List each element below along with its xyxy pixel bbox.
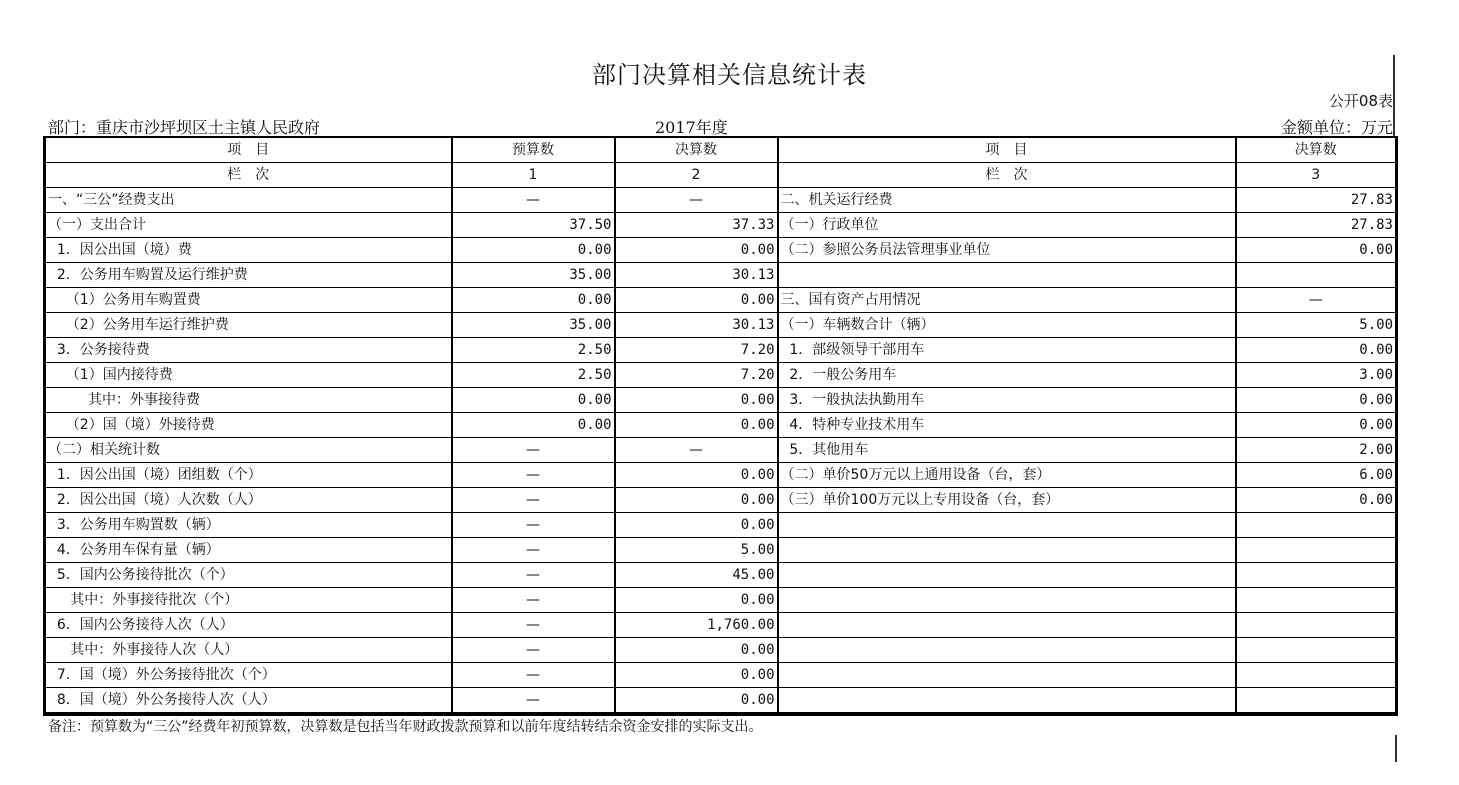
item-name: 5．国内公务接待批次（个） bbox=[45, 563, 452, 588]
item-name-right bbox=[778, 513, 1236, 538]
item-name-right: （三）单价100万元以上专用设备（台，套） bbox=[778, 488, 1236, 513]
final-value-right bbox=[1236, 263, 1397, 288]
header-item: 项 目 bbox=[45, 137, 452, 163]
table-row bbox=[45, 688, 1397, 715]
item-name-right bbox=[778, 663, 1236, 688]
table-row bbox=[45, 213, 1397, 238]
item-name-right bbox=[778, 588, 1236, 613]
table-row bbox=[45, 363, 1397, 388]
item-name-right bbox=[778, 538, 1236, 563]
final-value-right bbox=[1236, 663, 1397, 688]
table-row bbox=[45, 438, 1397, 463]
item-name-right: （一）车辆数合计（辆） bbox=[778, 313, 1236, 338]
table-row bbox=[45, 513, 1397, 538]
final-value-right bbox=[1236, 613, 1397, 638]
final-value: 0.00 bbox=[615, 388, 778, 413]
final-value-right: 0.00 bbox=[1236, 388, 1397, 413]
margin-line bbox=[1393, 55, 1395, 137]
final-value: 37.33 bbox=[615, 213, 778, 238]
item-name: 其中：外事接待费 bbox=[45, 388, 452, 413]
budget-value: 0.00 bbox=[452, 238, 615, 263]
table-row bbox=[45, 338, 1397, 363]
item-name-right bbox=[778, 563, 1236, 588]
item-name-right: 1．部级领导干部用车 bbox=[778, 338, 1236, 363]
item-name-right bbox=[778, 688, 1236, 715]
final-value-right: 27.83 bbox=[1236, 213, 1397, 238]
final-value-right: 6.00 bbox=[1236, 463, 1397, 488]
item-name: 一、“三公”经费支出 bbox=[45, 188, 452, 213]
budget-value: 0.00 bbox=[452, 413, 615, 438]
final-value: 7.20 bbox=[615, 363, 778, 388]
budget-value: — bbox=[452, 663, 615, 688]
item-name: 3．公务用车购置数（辆） bbox=[45, 513, 452, 538]
item-name-right: 2．一般公务用车 bbox=[778, 363, 1236, 388]
final-value: — bbox=[615, 438, 778, 463]
final-value: 1,760.00 bbox=[615, 613, 778, 638]
column-index-3: 3 bbox=[1236, 163, 1397, 188]
item-name: 2．公务用车购置及运行维护费 bbox=[45, 263, 452, 288]
item-name: 6．国内公务接待人次（人） bbox=[45, 613, 452, 638]
column-index-1: 1 bbox=[452, 163, 615, 188]
final-value-right: 0.00 bbox=[1236, 238, 1397, 263]
final-value-right: 2.00 bbox=[1236, 438, 1397, 463]
budget-value: 35.00 bbox=[452, 313, 615, 338]
item-name-right bbox=[778, 263, 1236, 288]
department-label: 部门：重庆市沙坪坝区土主镇人民政府 bbox=[48, 118, 321, 137]
final-value-right: 0.00 bbox=[1236, 338, 1397, 363]
item-name-right bbox=[778, 638, 1236, 663]
item-name-right: （二）参照公务员法管理事业单位 bbox=[778, 238, 1236, 263]
table-row bbox=[45, 263, 1397, 288]
budget-value: 0.00 bbox=[452, 288, 615, 313]
budget-value: 2.50 bbox=[452, 338, 615, 363]
budget-value: — bbox=[452, 688, 615, 715]
amount-unit: 金额单位：万元 bbox=[1280, 118, 1393, 137]
final-value: 0.00 bbox=[615, 488, 778, 513]
final-value: 0.00 bbox=[615, 463, 778, 488]
budget-value: — bbox=[452, 588, 615, 613]
budget-value: — bbox=[452, 488, 615, 513]
final-value-right: 3.00 bbox=[1236, 363, 1397, 388]
final-value: 30.13 bbox=[615, 313, 778, 338]
item-name-right: 4．特种专业技术用车 bbox=[778, 413, 1236, 438]
final-value: 0.00 bbox=[615, 688, 778, 715]
item-name: （1）公务用车购置费 bbox=[45, 288, 452, 313]
item-name-right: 5．其他用车 bbox=[778, 438, 1236, 463]
table-row bbox=[45, 413, 1397, 438]
final-value: 0.00 bbox=[615, 663, 778, 688]
table-row bbox=[45, 288, 1397, 313]
table-row bbox=[45, 388, 1397, 413]
table-row bbox=[45, 613, 1397, 638]
item-name: 2．因公出国（境）人次数（人） bbox=[45, 488, 452, 513]
final-value-right: 27.83 bbox=[1236, 188, 1397, 213]
fiscal-year: 2017年度 bbox=[655, 118, 728, 137]
footnote: 备注：预算数为“三公”经费年初预算数，决算数是包括当年财政拨款预算和以前年度结转结余资金安排的实际支出。 bbox=[48, 719, 763, 735]
final-value: 45.00 bbox=[615, 563, 778, 588]
final-value: 30.13 bbox=[615, 263, 778, 288]
table-row bbox=[45, 313, 1397, 338]
item-name: 1．因公出国（境）费 bbox=[45, 238, 452, 263]
item-name: （二）相关统计数 bbox=[45, 438, 452, 463]
item-name: （2）公务用车运行维护费 bbox=[45, 313, 452, 338]
table-row bbox=[45, 238, 1397, 263]
item-name-right: 二、机关运行经费 bbox=[778, 188, 1236, 213]
budget-value: — bbox=[452, 463, 615, 488]
final-value-right: 5.00 bbox=[1236, 313, 1397, 338]
budget-value: — bbox=[452, 563, 615, 588]
final-value: 7.20 bbox=[615, 338, 778, 363]
table-row bbox=[45, 463, 1397, 488]
final-value-right bbox=[1236, 638, 1397, 663]
table-row bbox=[45, 538, 1397, 563]
budget-value: — bbox=[452, 538, 615, 563]
final-value-right: — bbox=[1236, 288, 1397, 313]
item-name: 其中：外事接待人次（人） bbox=[45, 638, 452, 663]
item-name: 其中：外事接待批次（个） bbox=[45, 588, 452, 613]
budget-value: 35.00 bbox=[452, 263, 615, 288]
final-value: 0.00 bbox=[615, 588, 778, 613]
final-value-right bbox=[1236, 688, 1397, 715]
final-value: 0.00 bbox=[615, 638, 778, 663]
header-row bbox=[45, 137, 1397, 163]
final-value: — bbox=[615, 188, 778, 213]
final-value-right bbox=[1236, 563, 1397, 588]
item-name: 1．因公出国（境）团组数（个） bbox=[45, 463, 452, 488]
final-value-right bbox=[1236, 588, 1397, 613]
budget-value: — bbox=[452, 513, 615, 538]
final-value: 0.00 bbox=[615, 513, 778, 538]
margin-line bbox=[1395, 735, 1397, 762]
header-budget: 预算数 bbox=[452, 137, 615, 163]
item-name-right bbox=[778, 613, 1236, 638]
item-name-right: （一）行政单位 bbox=[778, 213, 1236, 238]
header-final: 决算数 bbox=[615, 137, 778, 163]
final-value-right bbox=[1236, 513, 1397, 538]
budget-value: 2.50 bbox=[452, 363, 615, 388]
statistics-table bbox=[43, 136, 1398, 716]
item-name: （一）支出合计 bbox=[45, 213, 452, 238]
budget-value: — bbox=[452, 638, 615, 663]
column-index-row bbox=[45, 163, 1397, 188]
item-name: 3．公务接待费 bbox=[45, 338, 452, 363]
final-value-right bbox=[1236, 538, 1397, 563]
budget-value: 37.50 bbox=[452, 213, 615, 238]
table-row bbox=[45, 488, 1397, 513]
budget-value: — bbox=[452, 613, 615, 638]
final-value: 0.00 bbox=[615, 288, 778, 313]
page-title: 部门决算相关信息统计表 bbox=[592, 61, 867, 89]
budget-value: 0.00 bbox=[452, 388, 615, 413]
item-name: （2）国（境）外接待费 bbox=[45, 413, 452, 438]
column-index-2: 2 bbox=[615, 163, 778, 188]
final-value: 0.00 bbox=[615, 413, 778, 438]
column-index-label: 栏 次 bbox=[45, 163, 452, 188]
budget-value: — bbox=[452, 188, 615, 213]
form-number: 公开08表 bbox=[1328, 92, 1393, 110]
table-row bbox=[45, 563, 1397, 588]
header-item-right: 项 目 bbox=[778, 137, 1236, 163]
item-name: （1）国内接待费 bbox=[45, 363, 452, 388]
item-name-right: 三、国有资产占用情况 bbox=[778, 288, 1236, 313]
table-row bbox=[45, 188, 1397, 213]
final-value-right: 0.00 bbox=[1236, 413, 1397, 438]
final-value-right: 0.00 bbox=[1236, 488, 1397, 513]
item-name: 7．国（境）外公务接待批次（个） bbox=[45, 663, 452, 688]
budget-value: — bbox=[452, 438, 615, 463]
item-name-right: 3．一般执法执勤用车 bbox=[778, 388, 1236, 413]
item-name: 8．国（境）外公务接待人次（人） bbox=[45, 688, 452, 715]
table-row bbox=[45, 638, 1397, 663]
item-name-right: （二）单价50万元以上通用设备（台，套） bbox=[778, 463, 1236, 488]
item-name: 4．公务用车保有量（辆） bbox=[45, 538, 452, 563]
table-row bbox=[45, 588, 1397, 613]
table-row bbox=[45, 663, 1397, 688]
column-index-label-right: 栏 次 bbox=[778, 163, 1236, 188]
final-value: 0.00 bbox=[615, 238, 778, 263]
header-final-right: 决算数 bbox=[1236, 137, 1397, 163]
final-value: 5.00 bbox=[615, 538, 778, 563]
